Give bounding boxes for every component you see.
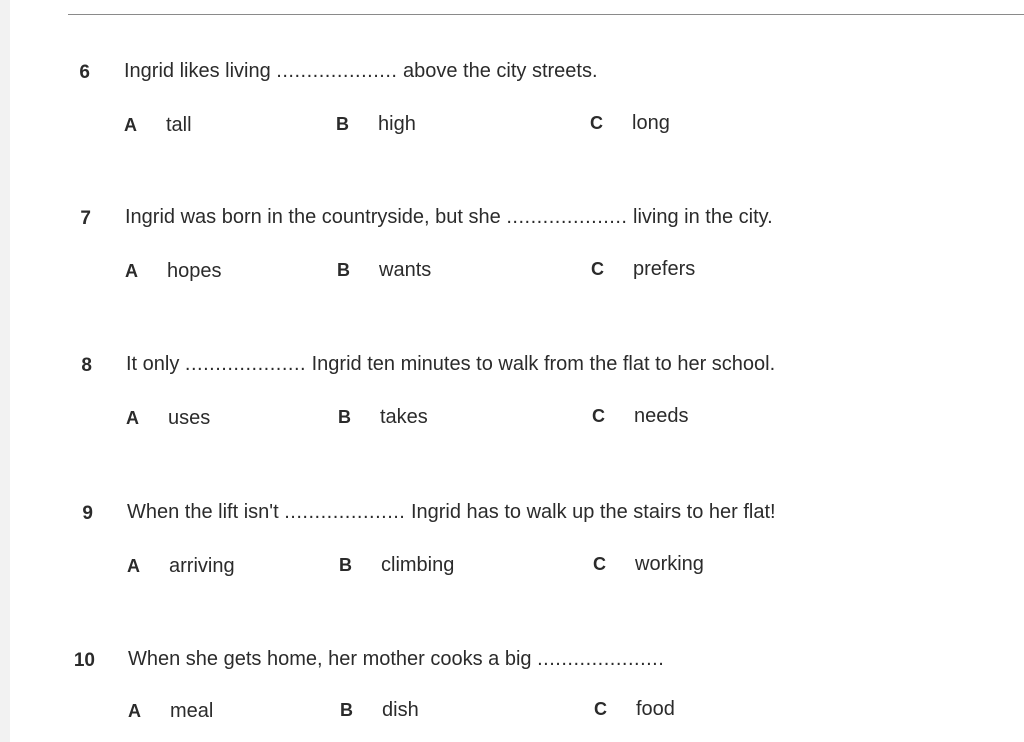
option-word: long	[632, 112, 670, 134]
option-a[interactable]	[124, 114, 192, 137]
option-letter: B	[339, 555, 352, 575]
option-b[interactable]	[338, 406, 428, 429]
option-word: hopes	[167, 260, 222, 282]
question-text-before: When the lift isn't	[127, 501, 279, 523]
option-word: food	[636, 698, 675, 720]
option-a[interactable]	[125, 260, 222, 283]
question-9	[10, 499, 1024, 589]
option-a[interactable]	[127, 555, 235, 578]
answer-gap: ....................	[284, 501, 406, 523]
option-word: wants	[379, 259, 432, 281]
option-word: needs	[634, 405, 689, 427]
option-letter: A	[126, 408, 139, 428]
option-word: dish	[382, 699, 419, 721]
option-b[interactable]	[336, 113, 416, 136]
question-number: 7	[80, 208, 91, 229]
answer-gap: ....................	[184, 353, 307, 375]
question-text-after: Ingrid has to walk up the stairs to her flat!	[410, 501, 776, 523]
option-letter: C	[590, 113, 603, 133]
option-c[interactable]	[594, 698, 675, 721]
option-word: takes	[380, 406, 428, 428]
option-letter: A	[127, 556, 140, 576]
option-letter: A	[124, 115, 137, 135]
question-text-after: .	[658, 648, 664, 670]
option-letter: A	[128, 701, 141, 721]
option-word: arriving	[169, 555, 235, 577]
option-word: working	[635, 553, 704, 575]
answer-gap: ....................	[537, 648, 659, 670]
question-text-before: When she gets home, her mother cooks a big	[128, 648, 532, 670]
option-word: tall	[166, 114, 192, 136]
option-word: climbing	[381, 554, 455, 576]
question-number: 8	[81, 355, 92, 376]
option-c[interactable]	[593, 553, 704, 576]
option-letter: B	[337, 260, 350, 280]
top-divider	[68, 14, 1024, 15]
question-text	[124, 60, 598, 83]
answer-gap: ....................	[506, 206, 628, 228]
option-letter: B	[336, 114, 349, 134]
option-b[interactable]	[337, 259, 431, 282]
question-text	[125, 206, 773, 229]
question-text-before: Ingrid likes living	[124, 60, 271, 82]
option-letter: C	[593, 554, 606, 574]
option-word: uses	[168, 407, 211, 429]
option-word: high	[378, 113, 416, 135]
option-a[interactable]	[128, 700, 213, 723]
worksheet-page	[10, 0, 1024, 742]
option-letter: B	[338, 407, 351, 427]
question-number: 6	[79, 62, 90, 83]
option-letter: C	[592, 406, 605, 426]
answer-gap: ....................	[276, 60, 398, 82]
question-10	[10, 646, 1024, 736]
option-c[interactable]	[590, 112, 670, 135]
option-letter: C	[594, 699, 607, 719]
question-text-after: above the city streets.	[403, 60, 598, 82]
question-text-before: It only	[126, 353, 180, 375]
question-number: 10	[73, 650, 95, 671]
option-c[interactable]	[591, 258, 695, 281]
question-number: 9	[82, 503, 93, 524]
question-text-before: Ingrid was born in the countryside, but she	[125, 206, 501, 228]
option-letter: B	[340, 700, 353, 720]
question-text-after: living in the city.	[633, 206, 773, 228]
question-6	[10, 58, 1024, 148]
option-b[interactable]	[339, 554, 454, 577]
option-c[interactable]	[592, 405, 689, 428]
question-text-after: Ingrid ten minutes to walk from the flat to her school.	[311, 353, 776, 375]
option-word: prefers	[633, 258, 696, 280]
question-8	[10, 351, 1024, 441]
option-b[interactable]	[340, 699, 419, 722]
question-text	[128, 648, 664, 671]
question-text	[126, 353, 775, 376]
option-letter: A	[125, 261, 138, 281]
option-letter: C	[591, 259, 604, 279]
option-word: meal	[170, 700, 214, 722]
question-7	[10, 204, 1024, 294]
option-a[interactable]	[126, 407, 210, 430]
question-text	[127, 501, 776, 524]
